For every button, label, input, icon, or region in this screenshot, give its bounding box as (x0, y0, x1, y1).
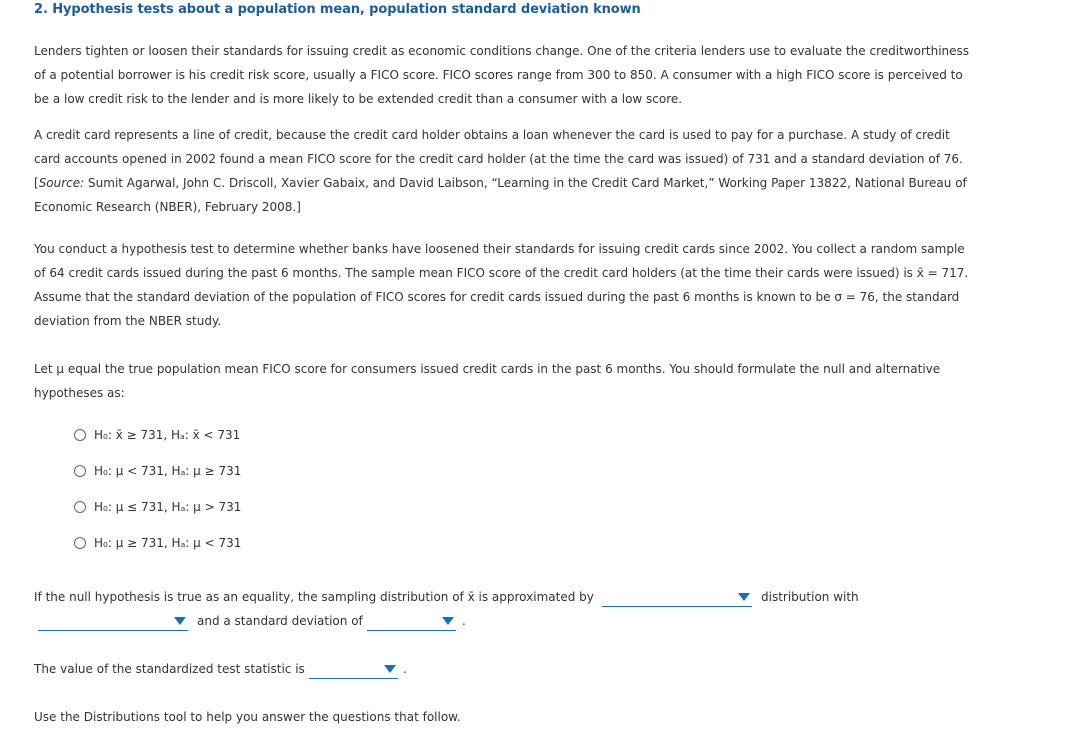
test-statistic-end: . (403, 662, 407, 676)
source-label: Source: (38, 176, 85, 190)
distribution-type-dropdown[interactable] (602, 590, 752, 607)
chevron-down-icon (738, 593, 750, 601)
paragraph-hypotheses-prompt: Let μ equal the true population mean FICO score for consumers issued credit cards in the past 6 months. You should formulate the null and alternative hypotheses as: (34, 362, 941, 400)
standard-deviation-dropdown[interactable] (367, 614, 456, 631)
source-citation: Sumit Agarwal, John C. Driscoll, Xavier Gabaix, and David Laibson, “Learning in the Credit Card Market,” Working Paper 13822, National Bureau of Economic Research (NBER), February 2008.] (34, 176, 967, 214)
hypothesis-option-4-label: H₀: μ ≥ 731, Hₐ: μ < 731 (94, 536, 242, 550)
sampling-distribution-suffix: distribution with (761, 590, 859, 604)
hypothesis-option-2-label: H₀: μ < 731, Hₐ: μ ≥ 731 (94, 464, 242, 478)
hypothesis-option-4[interactable] (74, 534, 241, 552)
test-statistic-label: The value of the standardized test statistic is (34, 662, 305, 676)
hypothesis-option-3[interactable] (74, 498, 241, 516)
question-title: 2. Hypothesis tests about a population mean, population standard deviation known (34, 2, 641, 17)
distributions-tool-note: Use the Distributions tool to help you answer the questions that follow. (34, 710, 461, 724)
radio-button-1[interactable] (74, 429, 86, 441)
hypothesis-option-3-label: H₀: μ ≤ 731, Hₐ: μ > 731 (94, 500, 242, 514)
hypothesis-option-1-label: H₀: x̄ ≥ 731, Hₐ: x̄ < 731 (94, 428, 241, 442)
paragraph-fico-intro: Lenders tighten or loosen their standards for issuing credit as economic conditions change. One of the criteria lenders use to evaluate the creditworthiness of a potential borrower is his credit risk score, usually a FICO score. FICO scores range from 300 to 850. A consumer with a high FICO score is perceived to be a low credit risk to the lender and is more likely to be extended credit than a consumer with a low score. (34, 44, 970, 106)
paragraph-credit-card-study (34, 123, 969, 219)
chevron-down-icon (442, 617, 454, 625)
hypothesis-option-2[interactable] (74, 462, 241, 480)
radio-button-4[interactable] (74, 537, 86, 549)
hypothesis-option-1[interactable] (74, 426, 240, 444)
paragraph-hypothesis-setup: You conduct a hypothesis test to determine whether banks have loosened their standards for issuing credit cards since 2002. You collect a random sample of 64 credit cards issued during the past 6 months. The sample mean FICO score of the credit card holders (at the time their cards were issued) is x̄ = 717. Assume that the standard deviation of the population of FICO scores for credit cards issued during the past 6 months is known to be σ = 76, the standard deviation from the NBER study. (34, 242, 969, 328)
sampling-sentence-end: . (462, 614, 466, 628)
standard-deviation-label: and a standard deviation of (197, 614, 363, 628)
chevron-down-icon (174, 617, 186, 625)
sampling-distribution-prefix: If the null hypothesis is true as an equality, the sampling distribution of x̄ is approximated by (34, 590, 594, 604)
radio-button-2[interactable] (74, 465, 86, 477)
radio-button-3[interactable] (74, 501, 86, 513)
paragraph-credit-card-study-main: A credit card represents a line of credit, because the credit card holder obtains a loan whenever the card is used to pay for a purchase. A study of credit card accounts opened in 2002 found a mean FICO score for the credit card holder (at the time the card was issued) of 731 and a standard deviation of 76. [ (34, 128, 963, 190)
mean-dropdown[interactable] (38, 614, 188, 631)
test-statistic-dropdown[interactable] (309, 662, 398, 679)
chevron-down-icon (384, 665, 396, 673)
